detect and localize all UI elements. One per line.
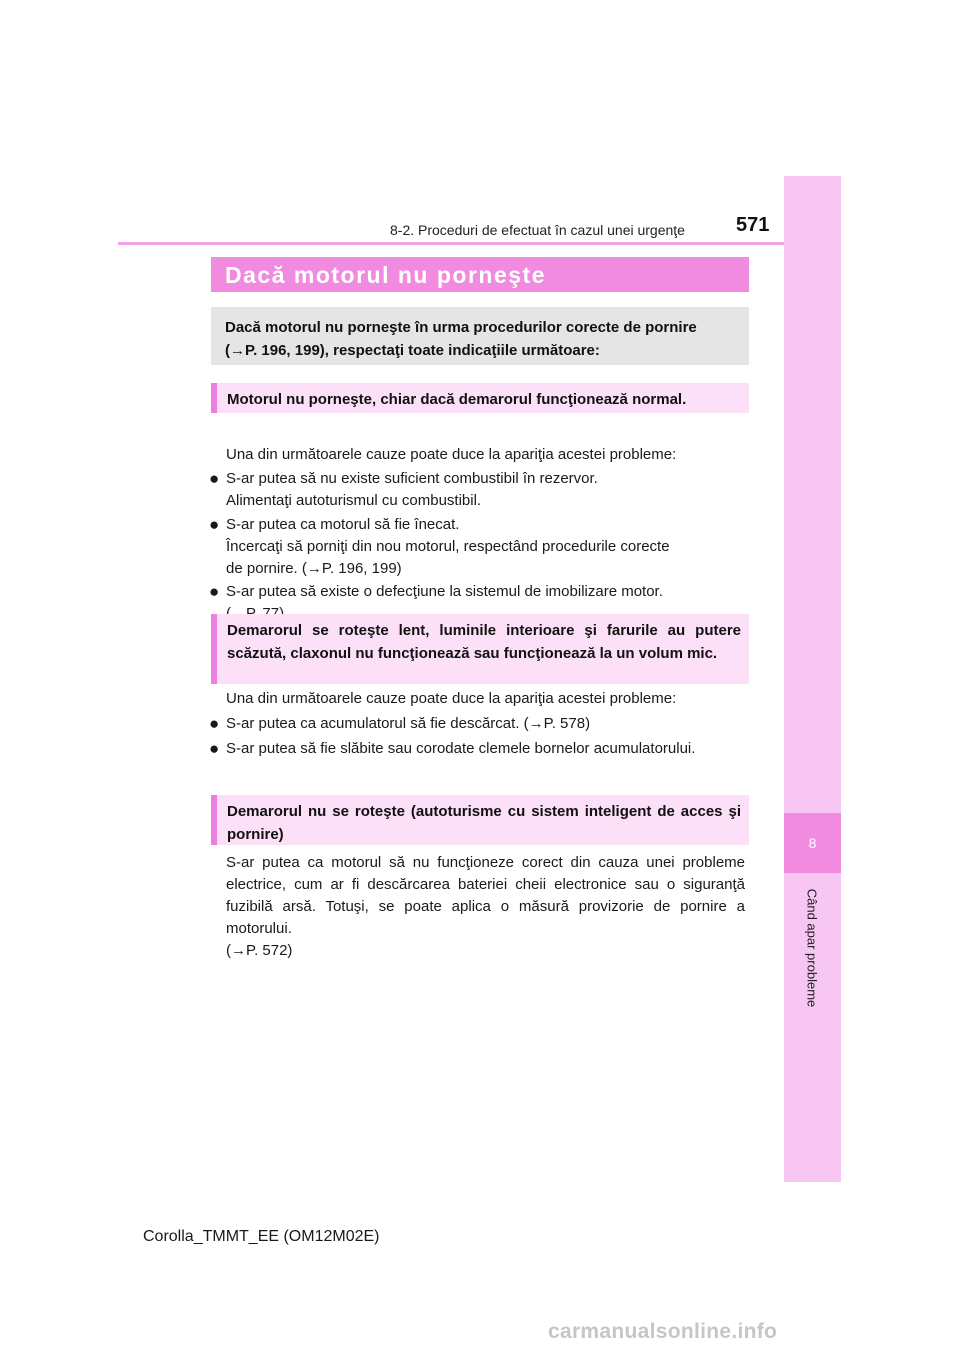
list-item <box>209 713 745 735</box>
list-item <box>209 468 745 512</box>
section-header: 8-2. Proceduri de efectuat în cazul unei urgenţe <box>390 222 685 238</box>
section-lead: Una din următoarele cauze poate duce la apariţia acestei probleme: <box>226 690 677 707</box>
list-item <box>209 738 745 760</box>
intro-box <box>211 307 749 365</box>
page-number: 571 <box>736 214 770 236</box>
title-bar <box>211 257 749 292</box>
list-item <box>209 514 745 580</box>
chapter-number-tab: 8 <box>784 813 841 873</box>
bullet-icon: ● <box>209 515 220 534</box>
bullet-text: S-ar putea ca motorul să fie înecat. <box>226 516 460 533</box>
intro-line: (→P. 196, 199), respectaţi toate indicaţiile următoare: <box>225 342 600 359</box>
watermark: carmanualsonline.info <box>548 1320 778 1343</box>
section-reference: (→P. 572) <box>226 942 293 959</box>
page-title: Dacă motorul nu porneşte <box>225 262 546 288</box>
chapter-sidebar <box>784 176 841 1182</box>
intro-line: Dacă motorul nu porneşte în urma procedurilor corecte de pornire <box>225 319 697 336</box>
header-divider <box>118 242 784 245</box>
bullet-text: Alimentaţi autoturismul cu combustibil. <box>226 492 482 509</box>
bullet-icon: ● <box>209 714 220 733</box>
bullet-text: S-ar putea să existe o defecţiune la sistemul de imobilizare motor. <box>226 583 663 600</box>
bullet-icon: ● <box>209 469 220 488</box>
bullet-text: de pornire. (→P. 196, 199) <box>226 560 402 577</box>
bullet-text: S-ar putea ca acumulatorul să fie descărcat. (→P. 578) <box>226 715 591 732</box>
bullet-icon: ● <box>209 739 220 758</box>
bullet-text: Încercaţi să porniţi din nou motorul, respectând procedurile corecte <box>226 538 670 555</box>
bullet-text: S-ar putea să nu existe suficient combustibil în rezervor. <box>226 470 598 487</box>
chapter-title: Când apar probleme <box>804 888 820 1008</box>
section-heading: Demarorul se roteşte lent, luminile interioare şi farurile au putere scăzută, claxonul nu funcţionează sau funcţionează la un volum mic. <box>211 614 749 684</box>
section-lead: Una din următoarele cauze poate duce la apariţia acestei probleme: <box>226 446 677 463</box>
section-heading: Demarorul nu se roteşte (autoturisme cu sistem inteligent de acces şi pornire) <box>211 795 749 845</box>
section-heading: Motorul nu porneşte, chiar dacă demarorul funcţionează normal. <box>211 383 749 413</box>
bullet-icon: ● <box>209 582 220 601</box>
footer-model-code: Corolla_TMMT_EE (OM12M02E) <box>143 1228 380 1245</box>
section-text: S-ar putea ca motorul să nu funcţioneze corect din cauza unei probleme electrice, cum ar fi descărcarea bateriei cheii electronice sau o siguranţă fuzibilă arsă. Totuşi, se poate aplica o măsură provizorie de pornire a motorului. <box>226 854 745 937</box>
bullet-text: S-ar putea să fie slăbite sau corodate clemele bornelor acumulatorului. <box>226 740 696 757</box>
